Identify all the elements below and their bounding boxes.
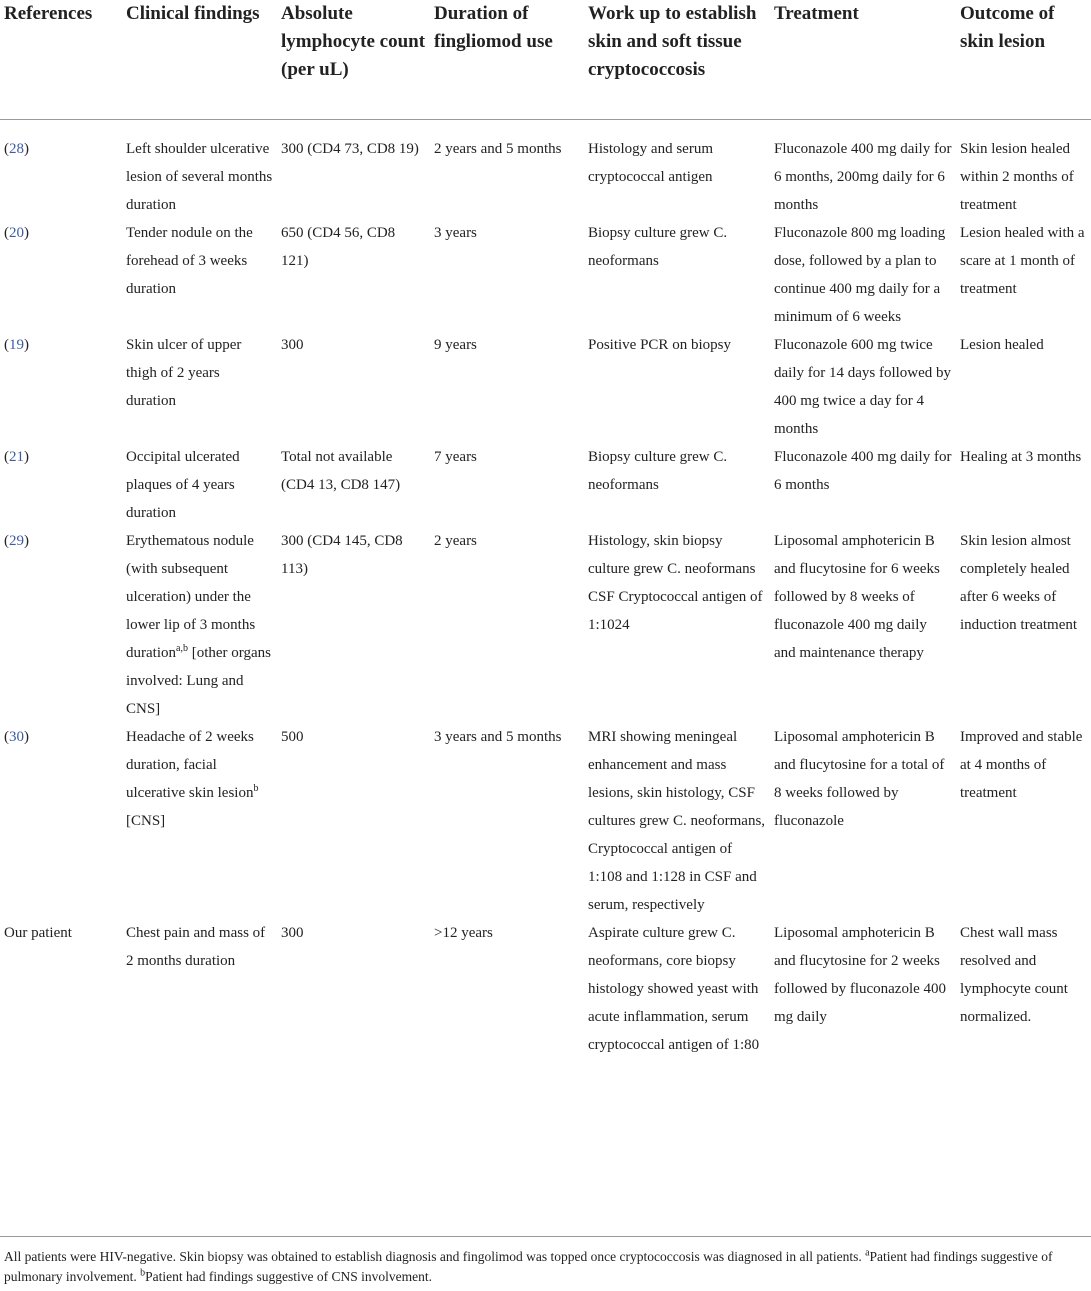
outcome-cell: Improved and stable at 4 months of treatment (960, 728, 1083, 801)
table-row (0, 219, 1091, 331)
workup-cell: Histology, skin biopsy culture grew C. neoformans CSF Cryptococcal antigen of 1:1024 (588, 532, 763, 633)
footnote-marker: a,b (176, 642, 188, 654)
clinical-cell: Chest pain and mass of 2 months duration (126, 924, 266, 969)
workup-cell: MRI showing meningeal enhancement and mass lesions, skin histology, CSF cultures grew C. neoformans, Cryptococcal antigen of 1:108 and 1:128 in CSF and serum, respectively (588, 728, 766, 913)
treatment-cell: Fluconazole 400 mg daily for 6 months, 200mg daily for 6 months (774, 140, 952, 213)
duration-cell: 7 years (434, 448, 477, 465)
duration-cell: >12 years (434, 924, 493, 941)
reference-cell: (30) (4, 728, 29, 745)
clinical-cell: Skin ulcer of upper thigh of 2 years duration (126, 336, 242, 409)
treatment-cell: Liposomal amphotericin B and flucytosine for 2 weeks followed by fluconazole 400 mg daily (774, 924, 947, 1025)
lymphocyte-cell: 300 (CD4 73, CD8 19) (281, 140, 419, 157)
footnote-a: Patient had findings suggestive of pulmonary involvement. (4, 1249, 1053, 1284)
outcome-cell: Chest wall mass resolved and lymphocyte count normalized. (960, 924, 1068, 1025)
clinical-organs: [other organs involved: Lung and CNS] (126, 644, 271, 717)
treatment-cell: Liposomal amphotericin B and flucytosine for 6 weeks followed by 8 weeks of fluconazole 400 mg daily and maintenance therapy (774, 532, 940, 661)
footnote-b: Patient had findings suggestive of CNS involvement. (145, 1269, 432, 1284)
duration-cell: 2 years and 5 months (434, 140, 562, 157)
reference-cell: (21) (4, 448, 29, 465)
reference-link[interactable]: 29 (9, 532, 24, 549)
clinical-cell: Tender nodule on the forehead of 3 weeks duration (126, 224, 253, 297)
table-row (0, 119, 1091, 219)
footnote-marker: b (253, 782, 259, 794)
table-row (0, 723, 1091, 919)
clinical-cell (122, 723, 277, 919)
table-row (0, 527, 1091, 723)
duration-cell: 9 years (434, 336, 477, 353)
workup-cell: Biopsy culture grew C. neoformans (588, 448, 728, 493)
treatment-cell: Fluconazole 600 mg twice daily for 14 days followed by 400 mg twice a day for 4 months (774, 336, 952, 437)
table-footnote (4, 1247, 1087, 1287)
lymphocyte-cell: 650 (CD4 56, CD8 121) (281, 224, 396, 269)
header-duration: Duration of fingliomod use (434, 3, 553, 52)
reference-cell: (28) (4, 140, 29, 157)
lymphocyte-cell: 300 (281, 336, 304, 353)
header-row (0, 0, 1091, 119)
footnote-main: All patients were HIV-negative. Skin biopsy was obtained to establish diagnosis and fingolimod was topped once cryptococcosis was diagnosed in all patients. (4, 1249, 862, 1264)
workup-cell: Aspirate culture grew C. neoformans, core biopsy histology showed yeast with acute inflammation, serum cryptococcal antigen of 1:80 (588, 924, 760, 1053)
lymphocyte-cell: 300 (CD4 145, CD8 113) (281, 532, 403, 577)
outcome-cell: Healing at 3 months (960, 448, 1082, 465)
footnote-marker-b: b (140, 1267, 146, 1279)
footnote-marker-a: a (865, 1247, 870, 1259)
clinical-text: Headache of 2 weeks duration, facial ulcerative skin lesion (126, 728, 254, 801)
table-row (0, 443, 1091, 527)
clinical-text: Erythematous nodule (with subsequent ulceration) under the lower lip of 3 months duration (126, 532, 256, 661)
lymphocyte-cell: 500 (281, 728, 304, 745)
duration-cell: 2 years (434, 532, 477, 549)
reference-link[interactable]: 20 (9, 224, 24, 241)
header-lymphocyte-count: Absolute lymphocyte count (per uL) (281, 3, 426, 80)
duration-cell: 3 years (434, 224, 477, 241)
outcome-cell: Lesion healed with a scare at 1 month of treatment (960, 224, 1085, 297)
header-clinical-findings: Clinical findings (126, 3, 260, 24)
treatment-cell: Fluconazole 800 mg loading dose, followed by a plan to continue 400 mg daily for a minimum of 6 weeks (774, 224, 946, 325)
lymphocyte-cell: 300 (281, 924, 304, 941)
treatment-cell: Liposomal amphotericin B and flucytosine for a total of 8 weeks followed by fluconazole (774, 728, 945, 829)
reference-link[interactable]: 28 (9, 140, 24, 157)
reference-link[interactable]: 21 (9, 448, 24, 465)
header-work-up: Work up to establish skin and soft tissue cryptococcosis (588, 3, 757, 80)
workup-cell: Biopsy culture grew C. neoformans (588, 224, 728, 269)
clinical-cell: Left shoulder ulcerative lesion of several months duration (126, 140, 273, 213)
header-references: References (4, 3, 93, 24)
lymphocyte-cell: Total not available (CD4 13, CD8 147) (281, 448, 401, 493)
reference-link[interactable]: 30 (9, 728, 24, 745)
reference-cell: (20) (4, 224, 29, 241)
clinical-cell (122, 527, 277, 723)
header-outcome: Outcome of skin lesion (960, 3, 1055, 52)
workup-cell: Histology and serum cryptococcal antigen (588, 140, 713, 185)
table-row (0, 919, 1091, 1059)
header-treatment: Treatment (774, 3, 859, 24)
workup-cell: Positive PCR on biopsy (588, 336, 731, 353)
table-bottom-rule (0, 1236, 1091, 1237)
outcome-cell: Skin lesion healed within 2 months of treatment (960, 140, 1074, 213)
table-row (0, 331, 1091, 443)
reference-cell: Our patient (4, 924, 72, 941)
treatment-cell: Fluconazole 400 mg daily for 6 months (774, 448, 952, 493)
reference-cell: (19) (4, 336, 29, 353)
reference-cell: (29) (4, 532, 29, 549)
reference-link[interactable]: 19 (9, 336, 24, 353)
clinical-organs: [CNS] (126, 812, 166, 829)
outcome-cell: Skin lesion almost completely healed after 6 weeks of induction treatment (960, 532, 1078, 633)
outcome-cell: Lesion healed (960, 336, 1044, 353)
duration-cell: 3 years and 5 months (434, 728, 562, 745)
clinical-cell: Occipital ulcerated plaques of 4 years duration (126, 448, 240, 521)
